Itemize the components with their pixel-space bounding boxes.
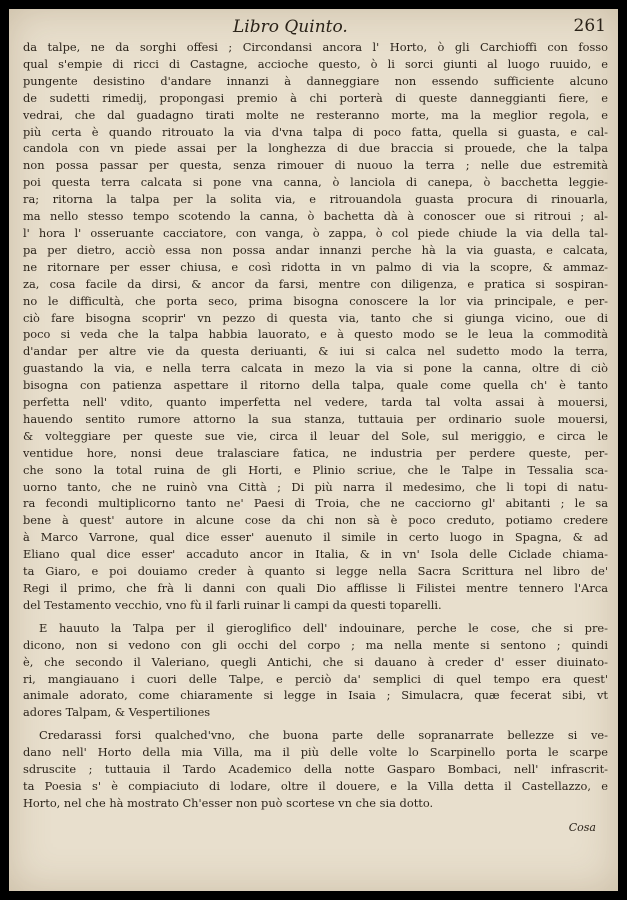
text-line: è, che secondo il Valeriano, quegli Antichi, che si dauano à creder d' esser diuinato- bbox=[23, 654, 608, 669]
text-line: de sudetti rimedij, propongasi premio à chi porterà di queste danneggianti fiere, e bbox=[23, 90, 608, 105]
body-text bbox=[23, 39, 608, 812]
book-page bbox=[9, 9, 618, 891]
text-line: più certa è quando ritrouato la via d'vna talpa di poco fatta, quella si guasta, e cal- bbox=[23, 124, 608, 139]
text-line: che sono la total ruina de gli Horti, e Plinio scriue, che le Talpe in Tessalia sca- bbox=[23, 462, 608, 477]
text-line: non possa passar per questa, senza rimouer di nuouo la terra ; nelle due estremità bbox=[23, 158, 608, 173]
text-line: perfetta nell' vdito, quanto imperfetta nel vedere, tarda tal volta assai à mouersi, bbox=[23, 395, 608, 410]
text-line: za, cosa facile da dirsi, & ancor da farsi, mentre con diligenza, e pratica si sospiran- bbox=[23, 276, 608, 291]
text-line: uorno tanto, che ne ruinò vna Città ; Di più narra il medesimo, che li topi di natu- bbox=[23, 479, 608, 494]
text-line: d'andar per altre vie da questa deriuanti, & iui si calca nel sudetto modo la terra, bbox=[23, 344, 608, 359]
text-line: poco si veda che la talpa habbia lauorato, e à questo modo se le leua la commodità bbox=[23, 327, 608, 342]
text-line: ciò fare bisogna scoprir' vn pezzo di questa via, tanto che si giunga vicino, oue di bbox=[23, 310, 608, 325]
text-line: & volteggiare per queste sue vie, circa il leuar del Sole, sul meriggio, e circa le bbox=[23, 428, 608, 443]
text-line: pungente desistino d'andare innanzi à danneggiare non essendo sufficiente alcuno bbox=[23, 73, 608, 88]
text-line: E hauuto la Talpa per il gieroglifico dell' indouinare, perche le cose, che si pre- bbox=[39, 620, 608, 635]
text-line: animale adorato, come chiaramente si legge in Isaia ; Simulacra, quæ fecerat sibi, vt bbox=[23, 688, 608, 703]
text-line: pa per dietro, acciò essa non possa andar innanzi perche hà la via guasta, e calcata, bbox=[23, 242, 608, 257]
text-line: bene à quest' autore in alcune cose da chi non sà è poco creduto, potiamo credere bbox=[23, 513, 608, 528]
paragraph bbox=[23, 727, 608, 812]
text-line: ra fecondi multiplicorno tanto ne' Paesi di Troia, che ne cacciorno gl' abitanti ; le sa bbox=[23, 496, 608, 511]
running-title: Libro Quinto. bbox=[233, 17, 348, 37]
text-line: Eliano qual dice esser' accaduto ancor in Italia, & in vn' Isola delle Ciclade chiama- bbox=[23, 547, 608, 562]
text-line: ne ritornare per esser chiusa, e così ridotta in vn palmo di via la scopre, & ammaz- bbox=[23, 259, 608, 274]
text-line: poi questa terra calcata si pone vna canna, ò lanciola di canepa, ò bacchetta leggie- bbox=[23, 175, 608, 190]
text-line: sdruscite ; tuttauia il Tardo Academico della notte Gasparo Bombaci, nell' infrascrit- bbox=[23, 762, 608, 777]
text-line: guastando la via, e nella terra calcata in mezo la via si pone la canna, oltre di ciò bbox=[23, 361, 608, 376]
text-line: ri, mangiauano i cuori delle Talpe, e perciò da' semplici di quel tempo era quest' bbox=[23, 671, 608, 686]
text-line: l' hora l' osseruante cacciatore, con vanga, ò zappa, ò col piede chiude la via della tal- bbox=[23, 225, 608, 240]
text-line: ventidue hore, nonsi deue tralasciare fatica, ne industria per perdere queste, per- bbox=[23, 445, 608, 460]
text-line: hauendo sentito rumore attorno la sua stanza, tuttauia per ordinario suole mouersi, bbox=[23, 411, 608, 426]
text-line: ta Poesia s' è compiaciuto di lodare, oltre il douere, e la Villa detta il Castellazzo, e bbox=[23, 778, 608, 793]
text-line: bisogna con patienza aspettare il ritorno della talpa, quale come quella ch' è tanto bbox=[23, 378, 608, 393]
text-line: candola con vn piede assai per la longhezza di due braccia si prouede, che la talpa bbox=[23, 141, 608, 156]
text-line: no le difficultà, che porta seco, prima bisogna conoscere la lor via principale, e per- bbox=[23, 293, 608, 308]
text-line: del Testamento vecchio, vno fù il farli ruinar li campi da questi toparelli. bbox=[23, 597, 442, 612]
text-line: ra; ritorna la talpa per la solita via, e ritrouandola guasta procura di rinouarla, bbox=[23, 192, 608, 207]
text-line: à Marco Varrone, qual dice esser' auenuto il simile in certo luogo in Spagna, & ad bbox=[23, 530, 608, 545]
text-line: Regi il primo, che frà li danni con quali Dio afflisse li Filistei mentre tennero l'Arca bbox=[23, 581, 608, 595]
text-line: da talpe, ne da sorghi offesi ; Circondansi ancora l' Horto, ò gli Carchioffi con fosso bbox=[23, 40, 608, 54]
text-line: Horto, nel che hà mostrato Ch'esser non può scortese vn che sia dotto. bbox=[23, 795, 434, 810]
text-line: ta Giaro, e poi douiamo creder à quanto si legge nella Sacra Scrittura nel libro de' bbox=[23, 564, 608, 579]
text-line: Credarassi forsi qualched'vno, che buona parte delle sopranarrate bellezze si ve- bbox=[39, 728, 608, 743]
page-header bbox=[9, 11, 618, 39]
paragraph bbox=[23, 39, 608, 614]
text-line: dicono, non si vedono con gli occhi del corpo ; ma nella mente si sentono ; quindi bbox=[23, 637, 608, 652]
page-number: 261 bbox=[573, 16, 606, 36]
text-line: ma nello stesso tempo scotendo la canna, ò bachetta dà à conoscer oue si ritroui ; al- bbox=[23, 209, 608, 224]
text-line: qual s'empie di ricci di Castagne, accioche questo, ò li sorci giunti al luogo ruuido, e bbox=[23, 56, 608, 71]
catchword: Cosa bbox=[568, 821, 596, 834]
text-line: adores Talpam, & Vespertiliones bbox=[23, 705, 211, 720]
paragraph bbox=[23, 620, 608, 721]
text-line: dano nell' Horto della mia Villa, ma il più delle volte lo Scarpinello porta le scarpe bbox=[23, 745, 608, 760]
text-line: vedrai, che dal guadagno tirati molte ne resteranno morte, ma la meglior regola, e bbox=[23, 107, 608, 122]
